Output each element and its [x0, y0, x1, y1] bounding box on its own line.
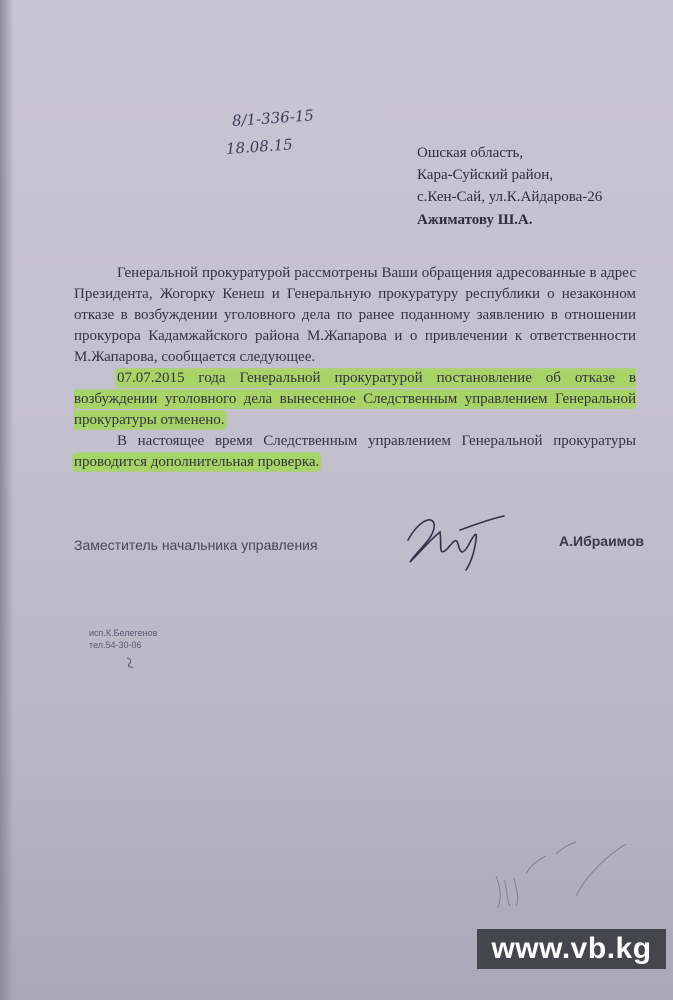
- highlighted-text: проводится дополнительная проверка.: [74, 454, 320, 470]
- signature-block: [74, 532, 644, 592]
- small-pen-mark: [124, 656, 136, 670]
- page-edge-shadow: [0, 0, 14, 1000]
- address-line-district: Кара-Суйский район,: [417, 167, 553, 183]
- address-line-street: с.Кен-Сай, ул.К.Айдарова-26: [417, 189, 603, 205]
- paragraph-3: [74, 431, 636, 473]
- address-line-region: Ошская область,: [417, 145, 524, 161]
- handwritten-date-note: 18.08.15: [225, 135, 294, 158]
- address-block: [417, 142, 657, 231]
- paragraph-1: Генеральной прокуратурой рассмотрены Ваши обращения адресованные в адрес Президента, Жогорку Кенеш и Генеральную прокуратуру республики о незаконном отказе в возбуждении уголовного дела по ранее поданному заявлению в отношении прокурора Кадамжайского района М.Жапарова и о привлечении к ответственности М.Жапарова, сообщается следующее.: [74, 265, 636, 365]
- recipient-name: Ажиматову Ш.А.: [417, 212, 533, 228]
- executor-info: [89, 627, 157, 651]
- executor-name: исп.К.Белегенов: [89, 628, 158, 638]
- paragraph-3-text: В настоящее время Следственным управлением Генеральной прокуратуры: [117, 433, 636, 449]
- handwritten-reference-number: 8/1-336-15: [231, 106, 315, 130]
- site-watermark: www.vb.kg: [477, 929, 666, 969]
- faint-corner-scribble: [486, 836, 636, 916]
- paragraph-2: [74, 368, 636, 431]
- executor-phone: тел.54-30-06: [89, 640, 142, 650]
- handwritten-signature: [400, 510, 510, 580]
- signatory-name: А.Ибраимов: [559, 533, 644, 549]
- position-title: Заместитель начальника управления: [74, 537, 318, 553]
- highlighted-text: 07.07.2015 года Генеральной прокуратурой постановление об отказе в возбуждении уголовного дела вынесенное Следственным управлением Генеральной прокуратуры отменено.: [74, 370, 636, 428]
- letter-body: [74, 263, 636, 473]
